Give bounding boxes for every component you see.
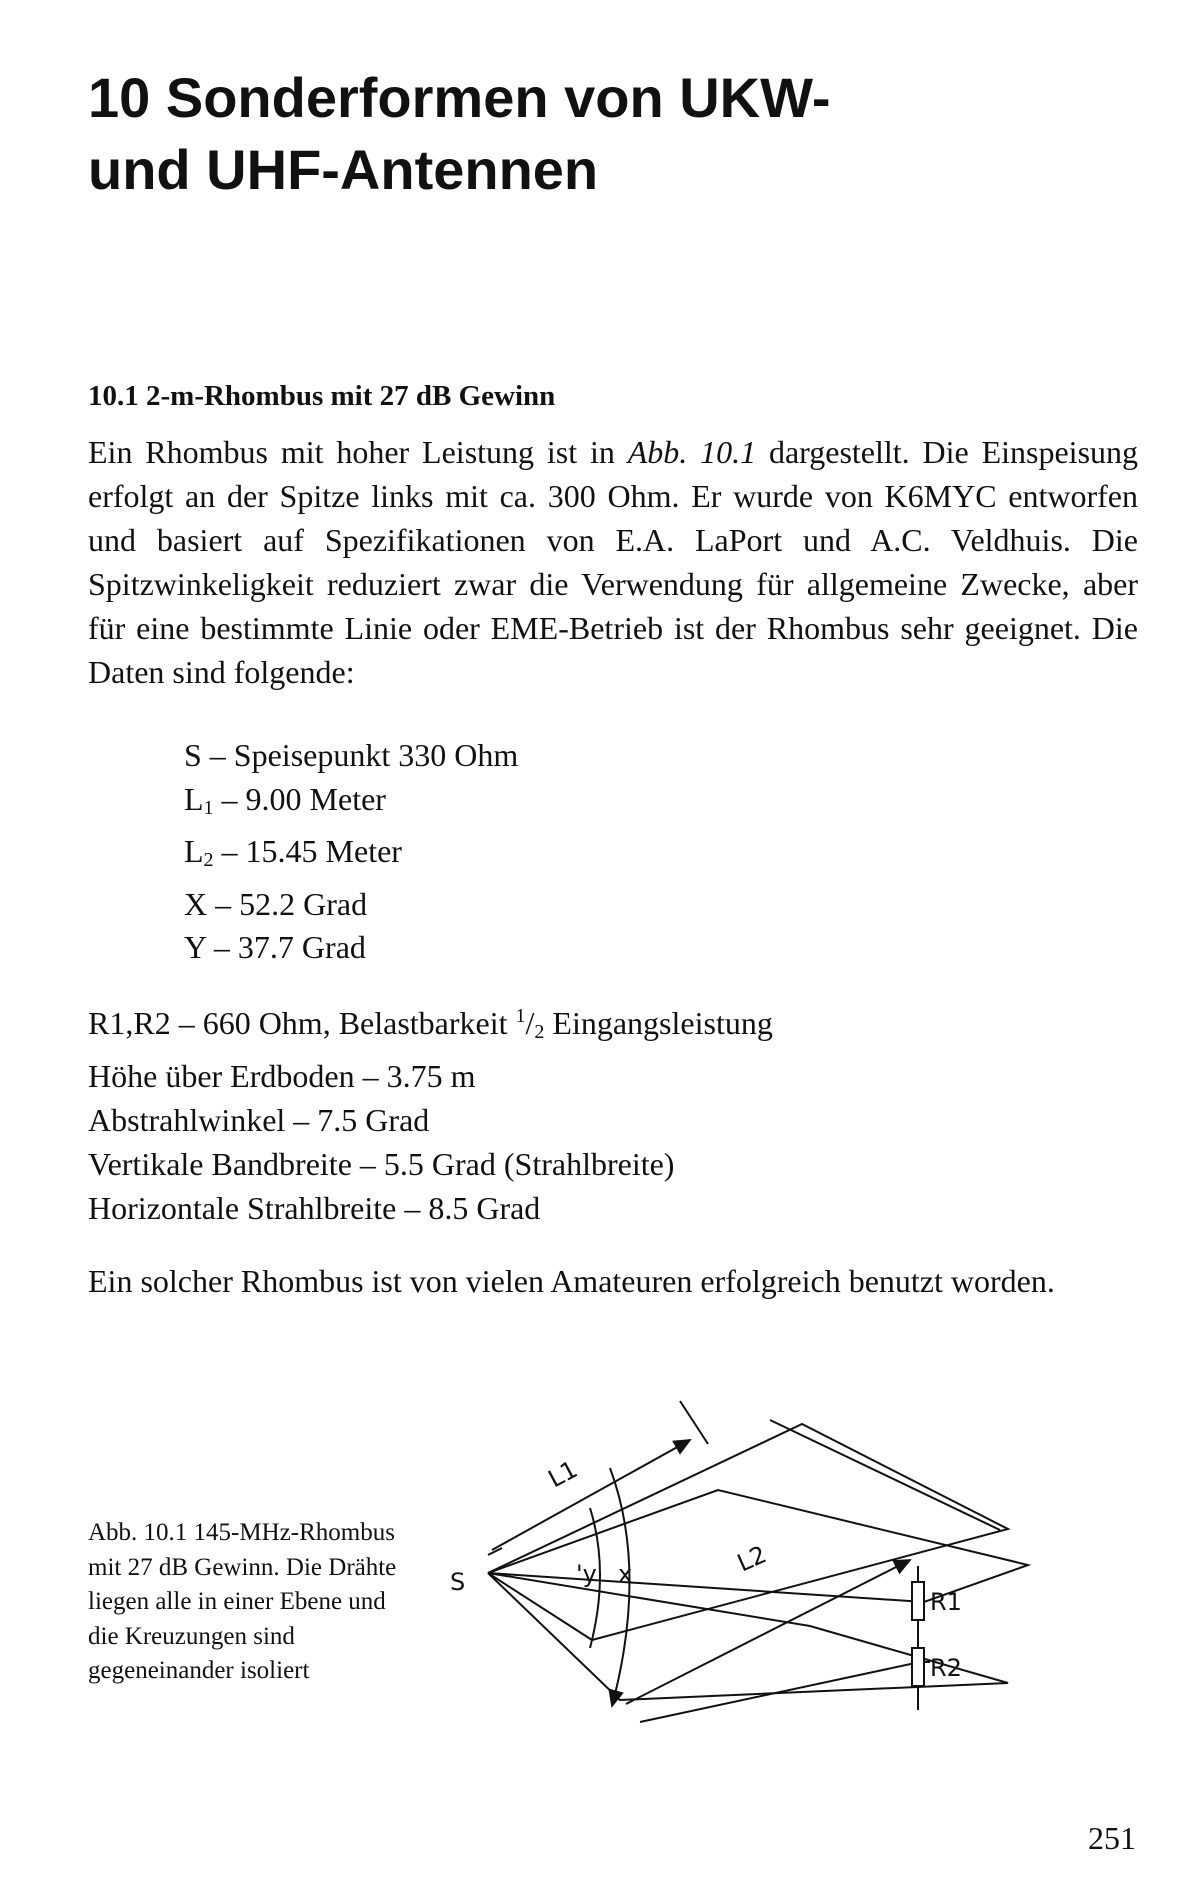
- spec-list: [184, 734, 518, 970]
- figure-reference: Abb. 10.1: [627, 434, 757, 470]
- label-angle-x: x: [618, 1560, 633, 1588]
- spec-l1-letter: L: [184, 780, 204, 817]
- prop-resistors-suffix: Eingangsleistung: [544, 1005, 773, 1041]
- resistor-r1: [912, 1582, 924, 1620]
- resistor-r2: [912, 1648, 924, 1686]
- spec-feed-point: S – Speisepunkt 330 Ohm: [184, 737, 519, 773]
- label-l2: L2: [733, 1540, 771, 1578]
- fraction-denominator: 2: [534, 1021, 545, 1043]
- label-r1: R1: [930, 1588, 962, 1616]
- spec-l2: [184, 830, 518, 883]
- label-feed-point: S: [450, 1568, 466, 1596]
- chapter-title-line-2: und UHF-Antennen: [88, 138, 599, 201]
- spec-l1-value: – 9.00 Meter: [213, 780, 386, 817]
- spec-x-angle: X – 52.2 Grad: [184, 885, 368, 922]
- label-r2: R2: [930, 1654, 962, 1682]
- property-list: [88, 994, 773, 1230]
- l1-dimension-line: [492, 1440, 690, 1550]
- spec-l2-letter: L: [184, 833, 204, 869]
- wire-right-bottom: [640, 1662, 920, 1722]
- intro-text-1: Ein Rhombus mit hoher Leistung ist in: [88, 434, 628, 470]
- closing-paragraph: Ein solcher Rhombus ist von vielen Amateuren erfolgreich benutzt worden.: [88, 1263, 1055, 1299]
- l1-extension-line: [680, 1401, 708, 1444]
- prop-height: Höhe über Erdboden – 3.75 m: [88, 1058, 476, 1094]
- prop-horizontal-beamwidth: Horizontale Strahlbreite – 8.5 Grad: [88, 1190, 541, 1226]
- prop-resistors-text: R1,R2 – 660 Ohm, Belastbarkeit: [88, 1005, 516, 1041]
- intro-paragraph: [88, 430, 1138, 694]
- intro-text-2: dargestellt. Die Einspeisung erfolgt an der Spitze links mit ca. 300 Ohm. Er wurde von K6MYC entworfen und basiert auf Spezifikationen von E.A. LaPort und A.C. Veldhuis. Die Spitzwinkeligkeit reduziert zwar die Verwendung für allgemeine Zwecke, aber für eine bestimmte Linie oder EME-Betrieb ist der Rhombus sehr geeignet. Die Daten sind folgende:: [88, 434, 1139, 690]
- page-number: 251: [1088, 1820, 1136, 1856]
- spec-l1: [184, 778, 518, 831]
- label-l1: L1: [543, 1455, 583, 1494]
- fraction-slash: /: [525, 1005, 535, 1041]
- figure-caption: Abb. 10.1 145-MHz-Rhombus mit 27 dB Gewinn. Die Drähte liegen alle in einer Ebene und die Kreuzungen sind gegeneinander isoliert: [88, 1519, 397, 1684]
- wire-right-top: [770, 1420, 1000, 1530]
- spec-l2-value: – 15.45 Meter: [213, 833, 402, 869]
- chapter-title-line-1: 10 Sonderformen von UKW-: [88, 66, 831, 129]
- label-angle-y: 'y: [576, 1560, 597, 1588]
- fraction-numerator: 1: [515, 1005, 526, 1027]
- section-heading: 10.1 2-m-Rhombus mit 27 dB Gewinn: [88, 380, 556, 412]
- prop-radiation-angle: Abstrahlwinkel – 7.5 Grad: [88, 1102, 430, 1138]
- spec-l2-subscript: 2: [203, 849, 214, 871]
- prop-resistors: [88, 994, 773, 1054]
- rhombus-figure: [440, 1400, 1160, 1760]
- spec-l1-subscript: 1: [203, 796, 214, 819]
- chapter-title: [88, 62, 988, 206]
- rhombus-diagram: [440, 1400, 1160, 1760]
- spec-y-angle: Y – 37.7 Grad: [184, 929, 366, 965]
- prop-vertical-bandwidth: Vertikale Bandbreite – 5.5 Grad (Strahlbreite): [88, 1146, 675, 1182]
- l2-dimension-line: [626, 1560, 910, 1704]
